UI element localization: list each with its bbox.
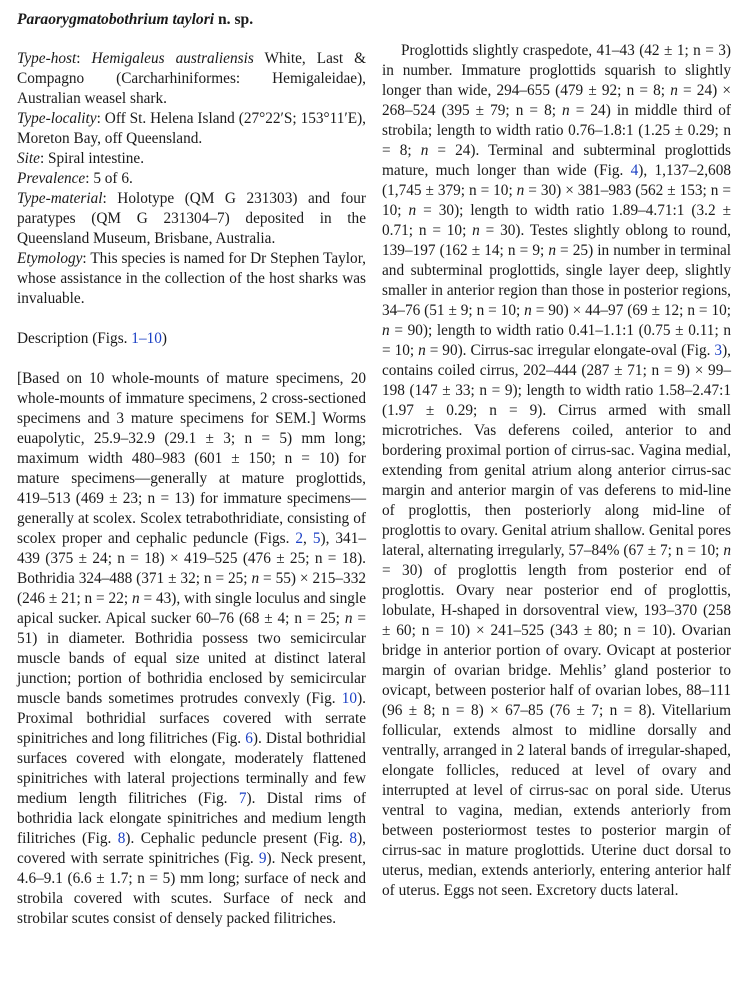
left-column [17, 0, 366, 929]
site-label: Site [17, 150, 40, 167]
text-run: = 55) × 215–332 (246 ± 21; n = 22; [17, 570, 367, 607]
text-run: = 90). Cirrus-sac irregular elongate-oval (Fig. [425, 342, 715, 359]
text-run: = 30) of proglottis length from posterior end of proglottis. Ovary near posterior end of proglottis, lobulate, H-shaped in dorsoventral view, 193–370 (258 ± 60; n = 10) × 241–525 (343 ± 80; n = 10). Ovarian bridge in anterior portion of ovary. Ovicapt at posterior margin of ovarian bridge. Mehlis’ gland posterior to ovicapt, between posterior half of ovarian lobes, 88–111 (96 ± 8; n = 8) × 67–85 (76 ± 7; n = 8). Vitellarium follicular, extends almost to midline dorsally and ventrally, arranged in 2 lateral bands of irregular-shaped, elongate follicles, reduced at level of ovary and interrupted at level of cirrus-sac on poral side. Uterus ventral to vagina, median, extends anteriorly from between posteriormost testes to posterior margin of cirrus-sac in mature proglottids. Uterine duct dorsal to uterus, median, extends anteriorly, entering anterior half of uterus. Eggs not seen. Excretory ducts lateral. [382, 562, 731, 899]
prevalence [17, 169, 366, 189]
prevalence-label: Prevalence [17, 170, 86, 187]
text-run: ). Distal rims of bothridia lack elongate spinitriches and medium length filitriches (Fig. [17, 790, 366, 847]
text-run: = 30) × 381–983 (562 ± 153; n = 10; [382, 182, 731, 219]
text-run: ), covered with serrate spinitriches (Fig. [17, 830, 366, 867]
italic-n: n [251, 570, 260, 587]
text-run: [Based on 10 whole-mounts of mature specimens, 20 whole-mounts of immature specimens, 2 cross-sectioned specimens and 3 mature specimens for SEM.] Worms euapolytic, 25.9–32.9 (29.1 ± 3; n = 5) mm long; maximum width 480–983 (601 ± 150; n = 10) for mature specimens—generally at mature proglottids, 419–513 (469 ± 23; n = 13) for immature specimens—generally at scolex. Scolex tetrabothridiate, consisting of scolex proper and cephalic peduncle (Figs. [17, 370, 366, 547]
host-species-name: Hemigaleus australiensis [91, 50, 254, 67]
description-heading [17, 329, 366, 349]
type-host-label: Type-host [17, 50, 77, 67]
text-run: = 30); length to width ratio 1.89–4.71:1 (3.2 ± 0.71; n = 10; [382, 202, 731, 239]
species-name: Paraorygmatobothrium taylori [17, 11, 215, 28]
description-heading-suffix: ) [161, 330, 167, 347]
description-body-right [382, 41, 731, 901]
etymology-text: This species is named for Dr Stephen Taylor, whose assistance in the collection of the host sharks was invaluable. [17, 250, 366, 307]
figure-link[interactable]: 3 [714, 342, 723, 359]
separator: : [76, 50, 92, 67]
text-run: ). Neck present, 4.6–9.1 (6.6 ± 1.7; n = 5) mm long; surface of neck and strobila covered with scutes. Surface of neck and strobilar scutes consist of densely packed filitriches. [17, 850, 366, 927]
italic-n: n [516, 182, 525, 199]
text-run: ). Cephalic peduncle present (Fig. [125, 830, 350, 847]
text-run: ). Proximal bothridial surfaces covered with serrate spinitriches and long filitriches (Fig. [17, 690, 366, 747]
italic-n: n [131, 590, 140, 607]
separator: : [102, 190, 118, 207]
text-run: = 90) × 44–97 (69 ± 12; n = 10; [531, 302, 731, 319]
figure-link[interactable]: 9 [258, 850, 267, 867]
italic-n: n [562, 102, 570, 119]
italic-n: n [408, 202, 417, 219]
separator: : [82, 250, 91, 267]
italic-n: n [418, 342, 426, 359]
text-run: ), 1,137–2,608 (1,745 ± 379; n = 10; [382, 162, 731, 199]
figure-link[interactable]: 2 [295, 530, 304, 547]
type-locality [17, 109, 366, 149]
text-run: = 51) in diameter. Bothridia possess two semicircular muscle bands of equal size united at distinct lateral junction; portion of bothridia enclosed by semicircular muscle bands sometimes protrudes convexly (Fig. [17, 610, 367, 707]
figure-link[interactable]: 6 [245, 730, 253, 747]
italic-n: n [723, 542, 731, 559]
text-run: ), contains coiled cirrus, 202–444 (287 ± 71; n = 9) × 99–198 (147 ± 33; n = 9); length to width ratio 1.58–2.47:1 (1.97 ± 0.29; n = 9). Cirrus armed with small microtriches. Vas deferens coiled, anterior to and bordering proximal portion of cirrus-sac. Vagina medial, extending from genital atrium along anterior cirrus-sac margin and anterior margin of vas deferens to mid-line of proglottis, then posteriorly along mid-line of proglottis to ovary. Genital atrium shallow. Genital pores lateral, alternating irregularly, 57–84% (67 ± 7; n = 10; [382, 342, 731, 559]
site [17, 149, 366, 169]
figure-link[interactable]: 4 [630, 162, 639, 179]
separator: : [96, 110, 105, 127]
type-host [17, 49, 366, 109]
type-host-text: White, Last & Compagno (Carcharhiniformes: Hemigaleidae), Australian weasel shark. [17, 50, 367, 107]
separator: : [39, 150, 49, 167]
text-run: = 30). Testes slightly oblong to round, 139–197 (162 ± 14; n = 9; [382, 222, 731, 259]
italic-n: n [548, 242, 556, 259]
italic-n: n [420, 142, 429, 159]
description-body-left [17, 369, 366, 929]
new-species-marker: n. sp. [214, 11, 254, 28]
type-locality-text: Off St. Helena Island (27°22′S; 153°11′E), Moreton Bay, off Queensland. [17, 110, 366, 147]
site-text: Spiral intestine. [48, 150, 145, 167]
italic-n: n [344, 610, 353, 627]
italic-n: n [472, 222, 480, 239]
type-material-text: Holotype (QM G 231303) and four paratypes (QM G 231304–7) deposited in the Queensland Museum, Brisbane, Australia. [17, 190, 366, 247]
figure-link[interactable]: 8 [349, 830, 358, 847]
type-material [17, 189, 366, 249]
text-run: Proglottids slightly craspedote, 41–43 (42 ± 1; n = 3) in number. Immature proglottids squarish to slightly longer than wide, 294–655 (479 ± 92; n = 8; [382, 42, 731, 99]
text-run: ), 341–439 (375 ± 24; n = 18) × 419–525 (476 ± 25; n = 18). Bothridia 324–488 (371 ± 32; n = 25; [17, 530, 367, 587]
etymology-label: Etymology [17, 250, 83, 267]
italic-n: n [670, 82, 678, 99]
species-title [17, 10, 366, 30]
figure-link[interactable]: 8 [117, 830, 126, 847]
italic-n: n [382, 322, 390, 339]
prevalence-text: 5 of 6. [93, 170, 133, 187]
type-material-label: Type-material [17, 190, 103, 207]
text-run: = 24) × 268–524 (395 ± 79; n = 8; [382, 82, 731, 119]
figure-link[interactable]: 1–10 [131, 330, 162, 347]
right-column [382, 41, 731, 901]
type-locality-label: Type-locality [17, 110, 97, 127]
text-run: = 24) in middle third of strobila; length to width ratio 0.76–1.8:1 (1.25 ± 0.29; n = 8; [382, 102, 732, 159]
separator: : [85, 170, 94, 187]
text-run: ). Distal bothridial surfaces covered with elongate, moderately flattened spinitriches with lateral projections terminally and few medium length filitriches (Fig. [17, 730, 366, 807]
figure-link[interactable]: 7 [238, 790, 247, 807]
text-run: = 25) in number in terminal and subterminal proglottids, single layer deep, slightly smaller in anterior region than those in posterior regions, 34–76 (51 ± 9; n = 10; [382, 242, 731, 319]
description-heading-prefix: Description (Figs. [17, 330, 132, 347]
text-run: = 24). Terminal and subterminal proglottids mature, much longer than wide (Fig. [382, 142, 731, 179]
figure-link[interactable]: 10 [341, 690, 358, 707]
figure-link[interactable]: 5 [312, 530, 321, 547]
text-run: = 43), with single loculus and single apical sucker. Apical sucker 60–76 (68 ± 4; n = 25; [17, 590, 366, 627]
text-run: = 90); length to width ratio 0.41–1.1:1 (0.75 ± 0.11; n = 10; [382, 322, 731, 359]
etymology [17, 249, 366, 309]
italic-n: n [524, 302, 532, 319]
text-run: , [303, 530, 313, 547]
